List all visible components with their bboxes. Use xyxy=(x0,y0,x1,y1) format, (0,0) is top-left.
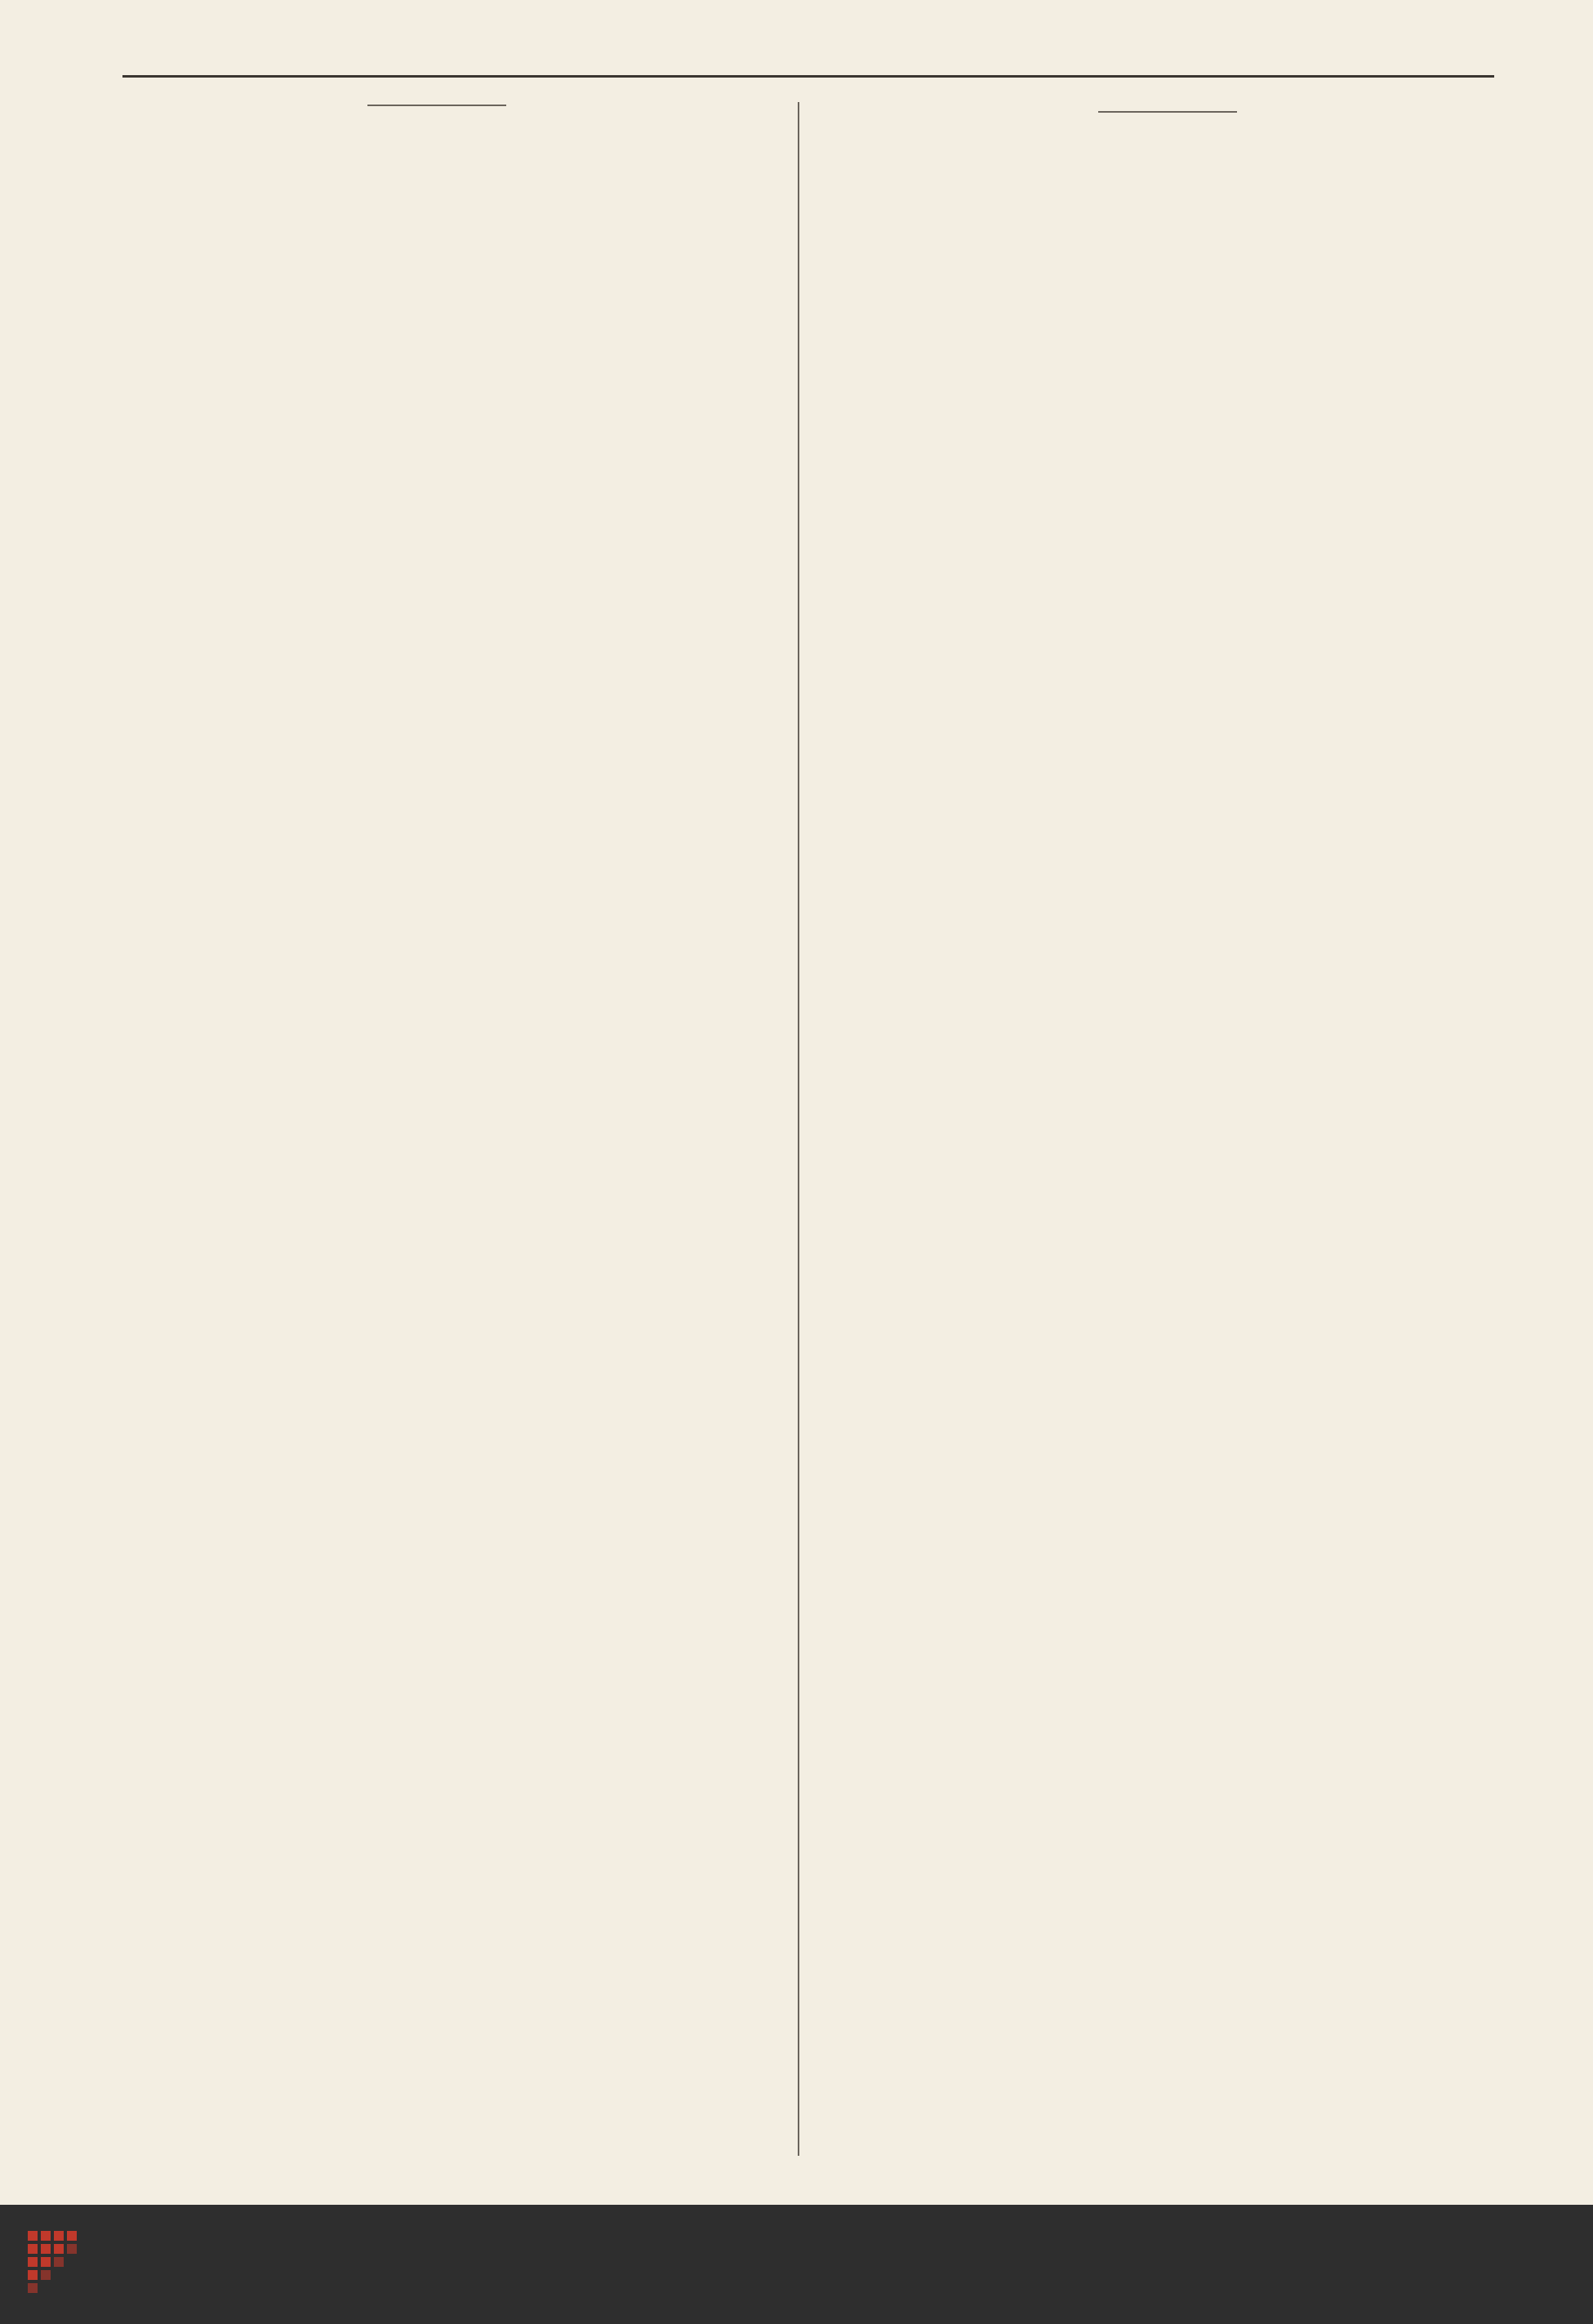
page-header xyxy=(122,33,1494,73)
section-rule xyxy=(367,105,506,106)
column-divider xyxy=(798,102,799,2156)
header-rule xyxy=(122,75,1494,78)
left-column xyxy=(90,96,784,114)
footer-bar xyxy=(0,2205,1593,2324)
section-rule xyxy=(1098,111,1237,113)
university-seal-icon xyxy=(23,2223,121,2304)
right-column xyxy=(817,96,1519,134)
